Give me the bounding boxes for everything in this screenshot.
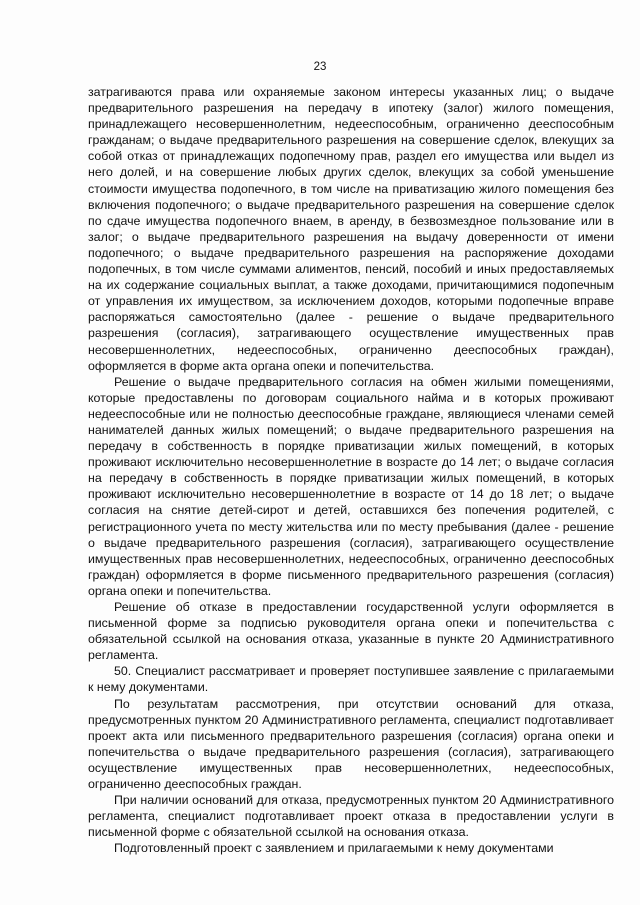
paragraph-review-results: По результатам рассмотрения, при отсутствии оснований для отказа, предусмотренных пунктом 20 Административного регламента, специалист подготавливает проект акта или письменного предварительного разрешения (согласия) органа опеки и попечительства о выдаче предварительного разрешения (согласия), затрагивающего осуществление имущественных прав несовершеннолетних, недееспособных, ограниченно дееспособных граждан. — [88, 696, 614, 792]
paragraph-refusal-decision: Решение об отказе в предоставлении государственной услуги оформляется в письменной форме за подписью руководителя органа опеки и попечительства с обязательной ссылкой на основания отказа, указанные в пункте 20 Административного регламента. — [88, 600, 614, 663]
paragraph-preliminary-consent: Решение о выдаче предварительного согласия на обмен жилыми помещениями, которые предоставлены по договорам социального найма и в которых проживают недееспособные или не полностью дееспособные граждане, являющиеся членами семей нанимателей данных жилых помещений; о выдаче предварительного разрешения на передачу в собственность в порядке приватизации жилых помещений, в которых проживают исключительно несовершеннолетние в возрасте до 14 лет; о выдаче согласия на передачу в собственность в порядке приватизации жилых помещений, в которых проживают исключительно несовершеннолетние в возрасте от 14 до 18 лет; о выдаче согласия на снятие детей-сирот и детей, оставшихся без попечения родителей, с регистрационного учета по месту жительства или по месту пребывания (далее - решение о выдаче предварительного разрешения (согласия), затрагивающего осуществление имущественных прав несовершеннолетних, недееспособных, ограниченно дееспособных граждан) оформляется в форме письменного предварительного разрешения (согласия) органа опеки и попечительства. — [88, 374, 614, 598]
document-body — [88, 84, 614, 857]
paragraph-continuation: затрагиваются права или охраняемые законом интересы указанных лиц; о выдаче предварительного разрешения на передачу в ипотеку (залог) жилого помещения, принадлежащего несовершеннолетним, недееспособным, ограниченно дееспособным гражданам; о выдаче предварительного разрешения на совершение сделок, влекущих за собой отказ от принадлежащих подопечному прав, раздел его имущества или выдел из него долей, и на совершение любых других сделок, влекущих за собой уменьшение стоимости имущества подопечного, в том числе на приватизацию жилого помещения без включения подопечного; о выдаче предварительного разрешения на совершение сделок по сдаче имущества подопечного внаем, в аренду, в безвозмездное пользование или в залог; о выдаче предварительного разрешения на выдачу доверенности от имени подопечного; о выдаче предварительного разрешения на распоряжение доходами подопечных, в том числе суммами алиментов, пенсий, пособий и иных предоставляемых на их содержание социальных выплат, а также доходами, причитающимися подопечным от управления их имуществом, за исключением доходов, которыми подопечные вправе распоряжаться самостоятельно (далее - решение о выдаче предварительного разрешения (согласия), затрагивающего осуществление имущественных прав несовершеннолетних, недееспособных, ограниченно дееспособных граждан), оформляется в форме акта органа опеки и попечительства. — [88, 85, 614, 373]
page-number: 23 — [313, 61, 327, 73]
paragraph-grounds-for-refusal: При наличии оснований для отказа, предусмотренных пунктом 20 Административного регламента, специалист подготавливает проект отказа в предоставлении услуги в письменной форме с обязательной ссылкой на основания отказа. — [88, 793, 614, 840]
paragraph-prepared-draft: Подготовленный проект с заявлением и прилагаемыми к нему документами — [114, 841, 554, 856]
paragraph-item-50: 50. Специалист рассматривает и проверяет поступившее заявление с прилагаемыми к нему документами. — [88, 664, 614, 695]
